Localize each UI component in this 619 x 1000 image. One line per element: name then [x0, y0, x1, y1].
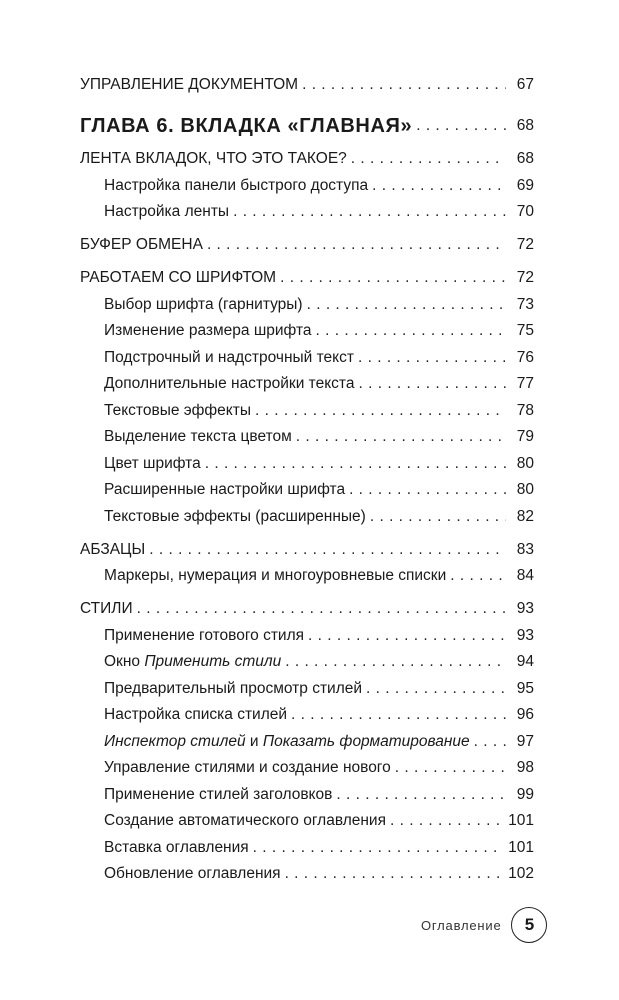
toc-entry [80, 315, 534, 342]
dot-leader [395, 758, 506, 778]
toc-entry-page: 72 [516, 269, 534, 286]
toc-entry-title: Изменение размера шрифта [104, 322, 312, 339]
toc-entry-page: 98 [516, 759, 534, 776]
dot-leader [149, 540, 506, 560]
toc-section [80, 531, 534, 560]
toc-entry [80, 672, 534, 699]
dot-leader [291, 705, 506, 725]
toc-entry-page: 76 [516, 348, 534, 366]
toc-entry-page: 101 [508, 812, 534, 829]
toc-entry [80, 858, 534, 885]
dot-leader [296, 427, 506, 447]
toc-entry [80, 421, 534, 448]
dot-leader [302, 75, 506, 95]
toc-section [80, 259, 534, 288]
dot-leader [207, 235, 506, 255]
page-footer [421, 905, 556, 945]
dot-leader [205, 454, 506, 474]
toc-entry-page: 70 [516, 203, 534, 220]
toc-entry-page: 84 [516, 567, 534, 584]
dot-leader [366, 679, 506, 699]
toc-entry-page: 68 [516, 150, 534, 167]
toc-entry [80, 619, 534, 646]
toc-entry [80, 169, 534, 196]
dot-leader [351, 149, 506, 169]
toc-entry-title: СТИЛИ [80, 600, 133, 617]
page-number-badge: 5 [511, 907, 547, 943]
toc-entry-page: 95 [516, 679, 534, 697]
dot-leader [349, 480, 506, 500]
toc-entry-title: Применение готового стиля [104, 626, 305, 644]
toc-entry-title: Расширенные настройки шрифта [104, 481, 346, 498]
dot-leader [233, 202, 506, 222]
toc-entry-title: Настройка панели быстрого доступа [104, 176, 369, 194]
dot-leader [285, 864, 503, 884]
dot-leader [336, 785, 506, 805]
toc-entry-page: 101 [508, 838, 534, 856]
toc-entry-page: 97 [516, 732, 534, 750]
toc-entry [80, 725, 534, 752]
dot-leader [358, 348, 506, 368]
toc-entry-title: Создание автоматического оглавления [104, 812, 386, 829]
dot-leader [390, 811, 502, 831]
toc-entry [80, 447, 534, 474]
toc-entry-page: 93 [516, 626, 534, 644]
toc-entry-title: Текстовые эффекты [104, 401, 252, 419]
toc-entry-page: 80 [516, 454, 534, 472]
toc-entry-page: 96 [516, 706, 534, 723]
toc-entry-title: Дополнительные настройки текста [104, 375, 355, 392]
toc-entry [80, 341, 534, 368]
toc-entry-title: Обновление оглавления [104, 865, 281, 882]
toc-entry-page: 78 [516, 401, 534, 419]
toc-entry-title: АБЗАЦЫ [80, 540, 146, 558]
toc-entry-page: 99 [516, 785, 534, 803]
toc-entry [80, 831, 534, 858]
toc-entry [80, 394, 534, 421]
toc-entry [80, 805, 534, 832]
dot-leader [416, 116, 506, 136]
toc-entry-title: Выделение текста цветом [104, 428, 292, 445]
toc-entry-title: Применение стилей заголовков [104, 785, 333, 803]
toc-entry-title: Маркеры, нумерация и многоуровневые списки [104, 567, 447, 584]
toc-entry-page: 102 [508, 865, 534, 882]
toc-entry-page: 94 [516, 653, 534, 670]
toc-entry-title: Инспектор стилей и Показать форматирование [104, 732, 470, 750]
toc-entry-page: 73 [516, 295, 534, 313]
toc-entry-title: Настройка списка стилей [104, 706, 288, 723]
toc-entry-page: 72 [516, 236, 534, 253]
toc-entry-page: 80 [516, 481, 534, 498]
toc-entry-title: ГЛАВА 6. ВКЛАДКА «ГЛАВНАЯ» [80, 115, 413, 137]
toc-section [80, 66, 534, 95]
toc-section [80, 226, 534, 255]
toc-entry-title: Подстрочный и надстрочный текст [104, 348, 354, 366]
toc-entry-title: Текстовые эффекты (расширенные) [104, 507, 366, 525]
toc-entry [80, 778, 534, 805]
dot-leader [308, 626, 506, 646]
toc-entry [80, 752, 534, 779]
toc-entry-title: ЛЕНТА ВКЛАДОК, ЧТО ЭТО ТАКОЕ? [80, 150, 347, 167]
toc-entry-page: 79 [516, 428, 534, 445]
toc-entry [80, 368, 534, 395]
dot-leader [474, 732, 506, 752]
toc-entry-title: Настройка ленты [104, 203, 230, 220]
toc-entry [80, 560, 534, 587]
toc-section [80, 140, 534, 169]
dot-leader [280, 268, 506, 288]
toc-entry-page: 77 [516, 375, 534, 392]
toc-entry-page: 75 [516, 322, 534, 339]
toc-section [80, 590, 534, 619]
dot-leader [450, 566, 506, 586]
toc-entry-page: 82 [516, 507, 534, 525]
toc-entry-page: 93 [516, 600, 534, 617]
dot-leader [370, 507, 506, 527]
toc-entry [80, 474, 534, 501]
toc-entry-page: 68 [516, 117, 534, 134]
dot-leader [253, 838, 502, 858]
dot-leader [307, 295, 506, 315]
dot-leader [372, 176, 506, 196]
toc-entry [80, 500, 534, 527]
toc-entry-title: БУФЕР ОБМЕНА [80, 236, 203, 253]
toc-entry [80, 288, 534, 315]
toc-entry-title: Вставка оглавления [104, 838, 249, 856]
dot-leader [285, 652, 506, 672]
toc-entry-title: Выбор шрифта (гарнитуры) [104, 295, 303, 313]
dot-leader [255, 401, 506, 421]
toc-entry-title: Окно Применить стили [104, 653, 282, 670]
toc-entry-title: Управление стилями и создание нового [104, 759, 391, 776]
dot-leader [137, 599, 506, 619]
toc-entry-page: 83 [516, 540, 534, 558]
toc-entry [80, 646, 534, 673]
dot-leader [358, 374, 506, 394]
toc-entry-title: Предварительный просмотр стилей [104, 679, 363, 697]
toc-entry-title: Цвет шрифта [104, 454, 201, 472]
running-footer-label: Оглавление [421, 917, 502, 933]
dot-leader [316, 321, 506, 341]
toc-entry-page: 69 [516, 176, 534, 194]
toc-entry [80, 196, 534, 223]
toc-chapter [80, 100, 534, 136]
toc-entry-title: РАБОТАЕМ СО ШРИФТОМ [80, 269, 277, 286]
table-of-contents [80, 66, 534, 884]
toc-entry [80, 699, 534, 726]
toc-entry-page: 67 [516, 76, 534, 93]
toc-entry-title: УПРАВЛЕНИЕ ДОКУМЕНТОМ [80, 76, 299, 93]
